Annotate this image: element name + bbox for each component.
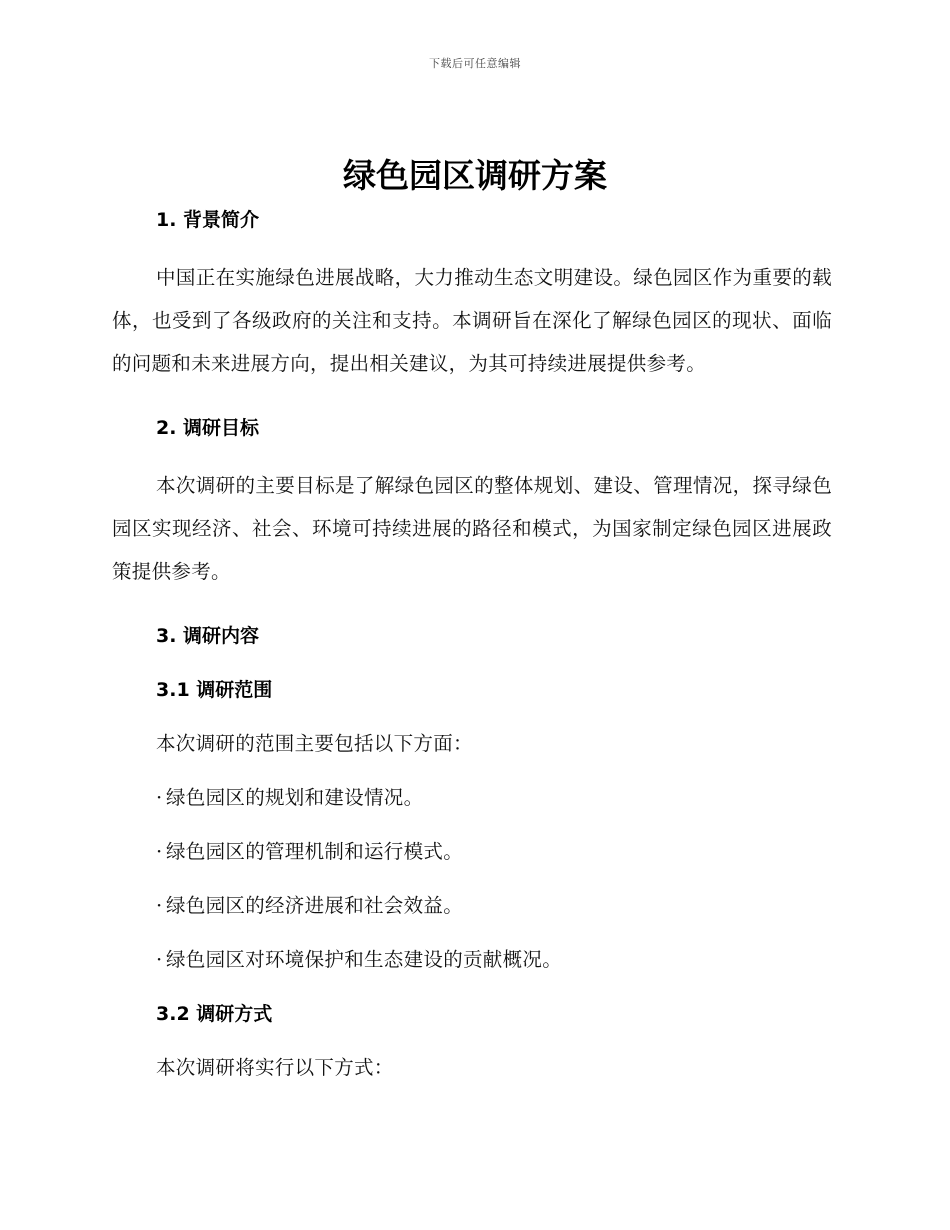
method-intro: 本次调研将实行以下方式： (156, 1056, 394, 1079)
list-item-text: 绿色园区的管理机制和运行模式。 (166, 840, 464, 863)
list-item (156, 942, 832, 978)
paragraph-background: 中国正在实施绿色进展战略，大力推动生态文明建设。绿色园区作为重要的载体，也受到了各级政府的关注和支持。本调研旨在深化了解绿色园区的现状、面临的问题和未来进展方向，提出相关建议，为其可持续进展提供参考。 (112, 266, 832, 375)
subsection-heading-method: 3.2 调研方式 (156, 1003, 273, 1025)
bullet-mark: · (156, 948, 163, 971)
bullet-mark: · (156, 786, 163, 809)
document-body (112, 202, 832, 1086)
bullet-mark: · (156, 840, 163, 863)
list-item-text: 绿色园区对环境保护和生态建设的贡献概况。 (166, 948, 563, 971)
list-item (156, 780, 832, 816)
section-heading-goals: 2. 调研目标 (156, 417, 260, 439)
list-item (156, 834, 832, 870)
list-item-text: 绿色园区的规划和建设情况。 (166, 786, 424, 809)
list-item-text: 绿色园区的经济进展和社会效益。 (166, 894, 464, 917)
list-item (156, 888, 832, 924)
paragraph-goals: 本次调研的主要目标是了解绿色园区的整体规划、建设、管理情况，探寻绿色园区实现经济、社会、环境可持续进展的路径和模式，为国家制定绿色园区进展政策提供参考。 (112, 474, 832, 583)
document-title: 绿色园区调研方案 (343, 156, 607, 195)
section-heading-background: 1. 背景简介 (156, 209, 260, 231)
subsection-heading-scope: 3.1 调研范围 (156, 679, 273, 701)
bullet-mark: · (156, 894, 163, 917)
header-note: 下载后可任意编辑 (429, 57, 521, 70)
section-heading-content: 3. 调研内容 (156, 625, 260, 647)
scope-intro: 本次调研的范围主要包括以下方面： (156, 732, 473, 755)
